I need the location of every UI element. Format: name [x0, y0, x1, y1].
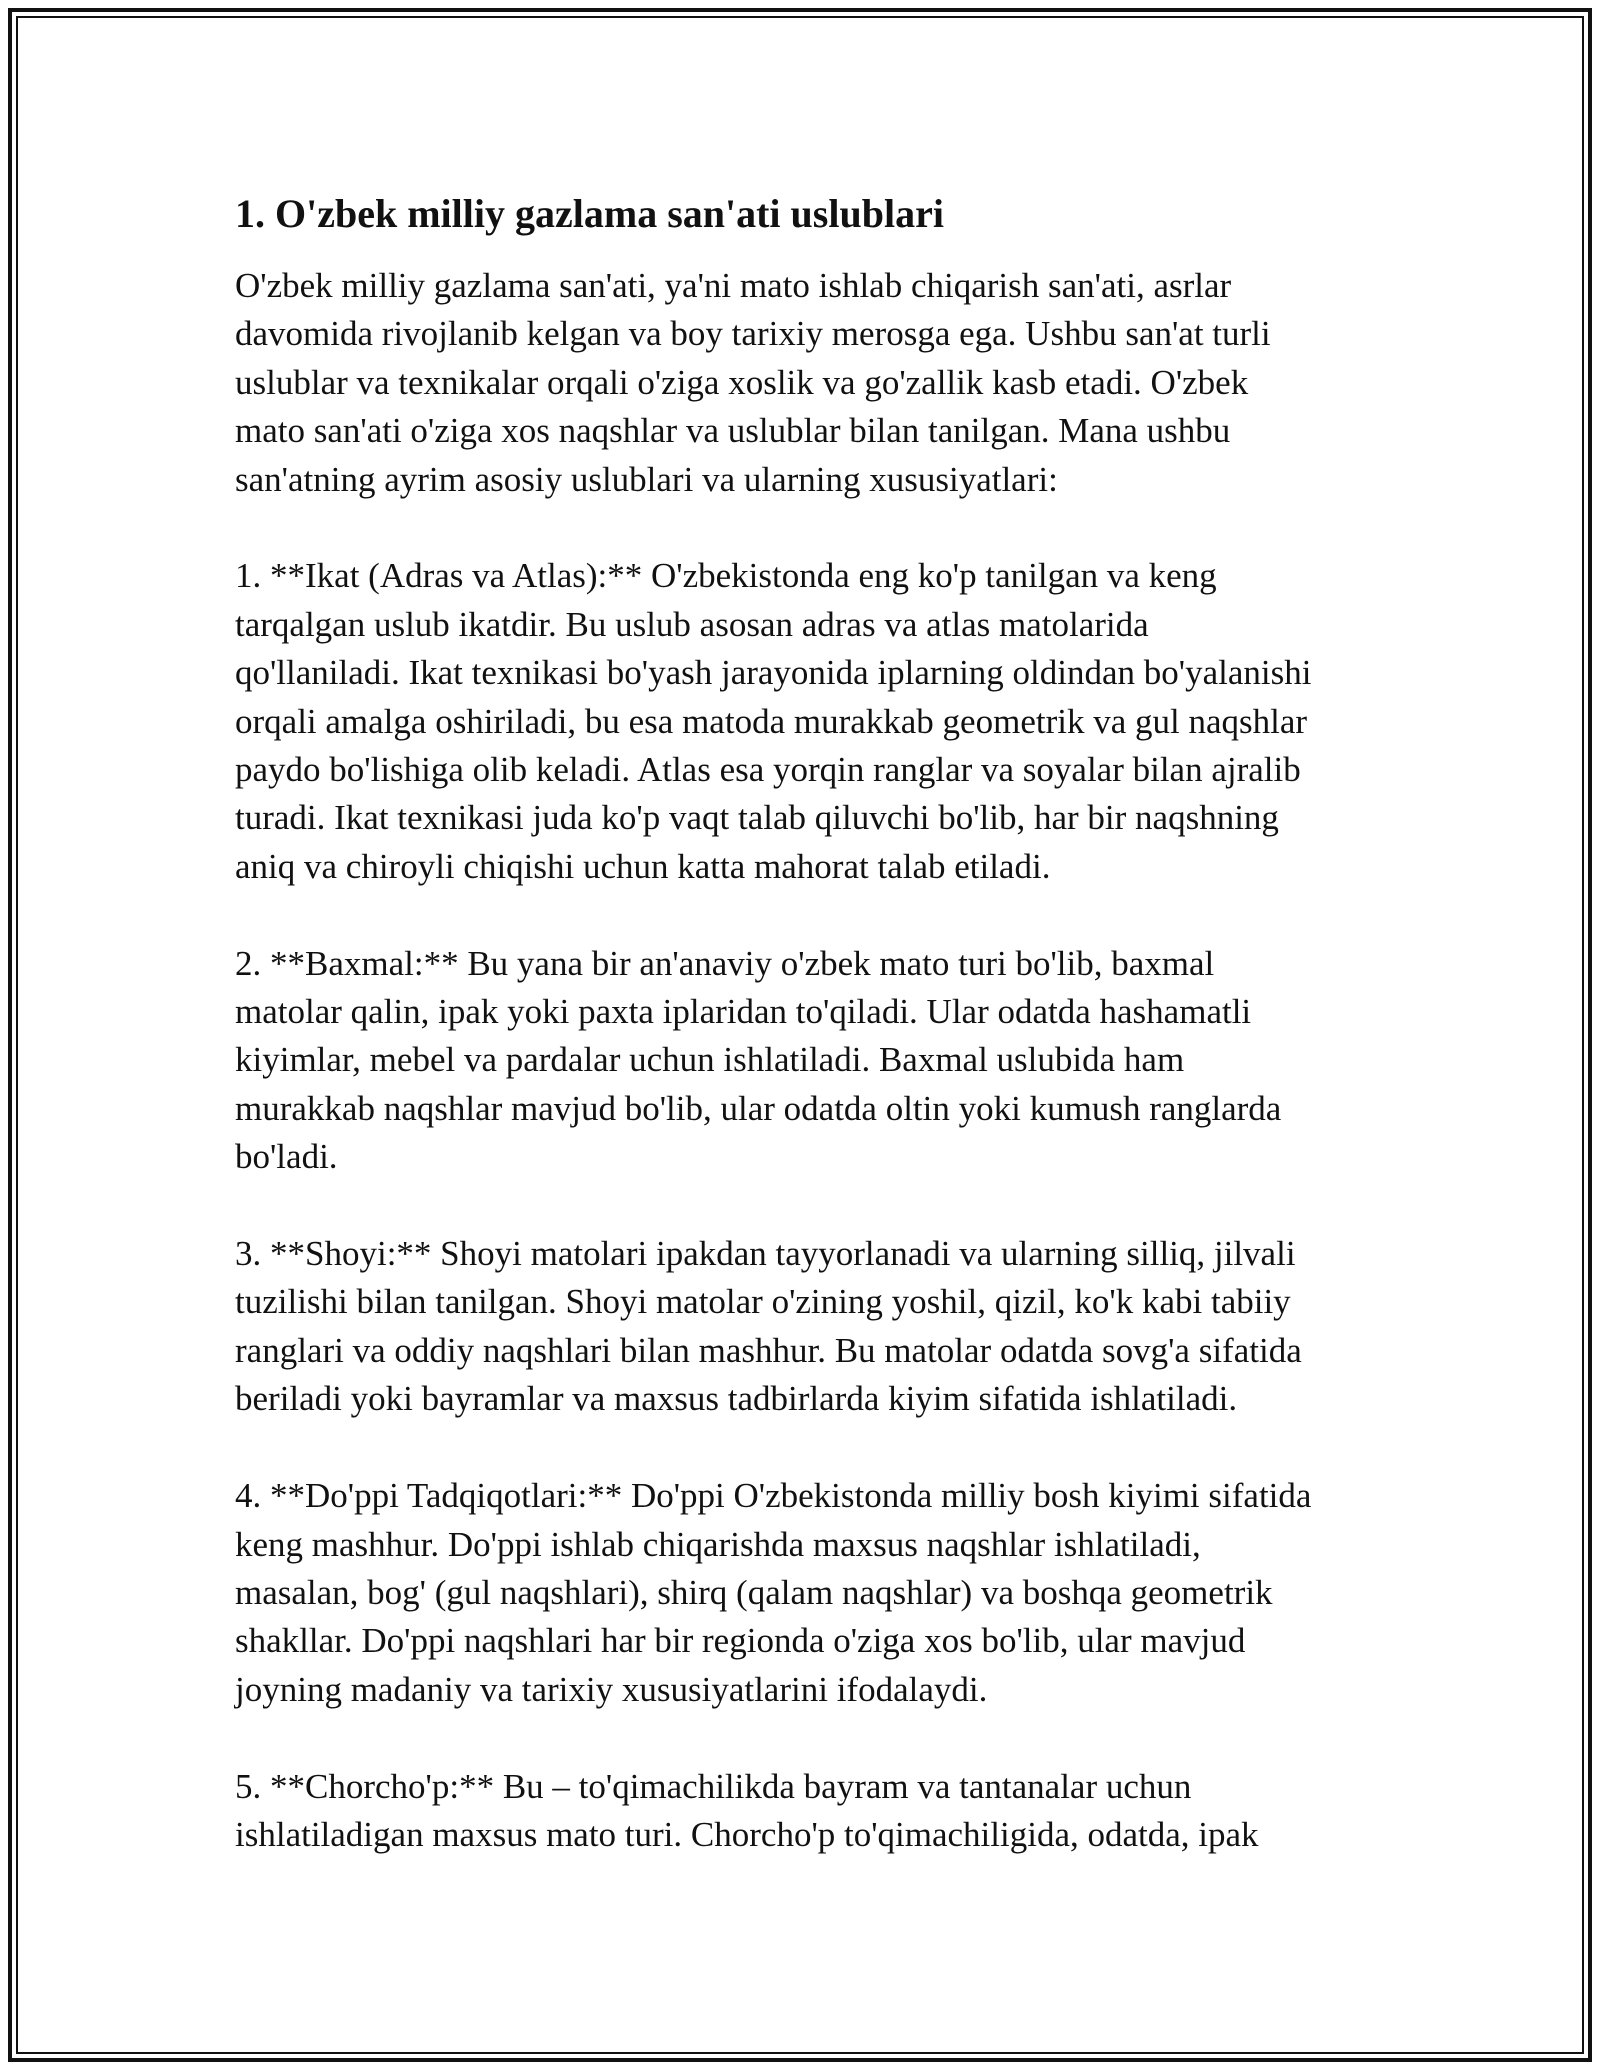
section-heading: 1. O'zbek milliy gazlama san'ati uslublari — [235, 191, 944, 236]
list-item-shoyi: 3. **Shoyi:** Shoyi matolari ipakdan tayyorlanadi va ularning silliq, jilvali tuzilishi bilan tanilgan. Shoyi matolar o'zining yoshil, qizil, ko'k kabi tabiiy ranglari va oddiy naqshlari bilan mashhur. Bu matolar odatda sovg'a sifatida beriladi yoki bayramlar va maxsus tadbirlarda kiyim sifatida ishlatiladi. — [235, 1234, 1302, 1419]
list-item-doppi: 4. **Do'ppi Tadqiqotlari:** Do'ppi O'zbekistonda milliy bosh kiyimi sifatida keng mashhur. Do'ppi ishlab chiqarishda maxsus naqshlar ishlatiladi, masalan, bog' (gul naqshlari), shirq (qalam naqshlar) va boshqa geometrik shakllar. Do'ppi naqshlari har bir regionda o'ziga xos bo'lib, ular mavjud joyning madaniy va tarixiy xususiyatlarini ifodalaydi. — [235, 1476, 1312, 1709]
list-item-chorchop: 5. **Chorcho'p:** Bu – to'qimachilikda bayram va tantanalar uchun ishlatiladigan maxsus mato turi. Chorcho'p to'qimachiligida, odatda, ipak — [235, 1766, 1259, 1854]
intro-paragraph: O'zbek milliy gazlama san'ati, ya'ni mato ishlab chiqarish san'ati, asrlar davomida rivojlanib kelgan va boy tarixiy merosga ega. Ushbu san'at turli uslublar va texnikalar orqali o'ziga xoslik va go'zallik kasb etadi. O'zbek mato san'ati o'ziga xos naqshlar va uslublar bilan tanilgan. Mana ushbu san'atning ayrim asosiy uslublari va ularning xususiyatlari: — [235, 266, 1271, 499]
document-body — [235, 186, 1375, 1859]
list-item-ikat: 1. **Ikat (Adras va Atlas):** O'zbekistonda eng ko'p tanilgan va keng tarqalgan uslub ikatdir. Bu uslub asosan adras va atlas matolarida qo'llaniladi. Ikat texnikasi bo'yash jarayonida iplarning oldindan bo'yalanishi orqali amalga oshiriladi, bu esa matoda murakkab geometrik va gul naqshlar paydo bo'lishiga olib keladi. Atlas esa yorqin ranglar va soyalar bilan ajralib turadi. Ikat texnikasi juda ko'p vaqt talab qiluvchi bo'lib, har bir naqshning aniq va chiroyli chiqishi uchun katta mahorat talab etiladi. — [235, 556, 1312, 886]
list-item-baxmal: 2. **Baxmal:** Bu yana bir an'anaviy o'zbek mato turi bo'lib, baxmal matolar qalin, ipak yoki paxta iplaridan to'qiladi. Ular odatda hashamatli kiyimlar, mebel va pardalar uchun ishlatiladi. Baxmal uslubida ham murakkab naqshlar mavjud bo'lib, ular odatda oltin yoki kumush ranglarda bo'ladi. — [235, 943, 1282, 1177]
